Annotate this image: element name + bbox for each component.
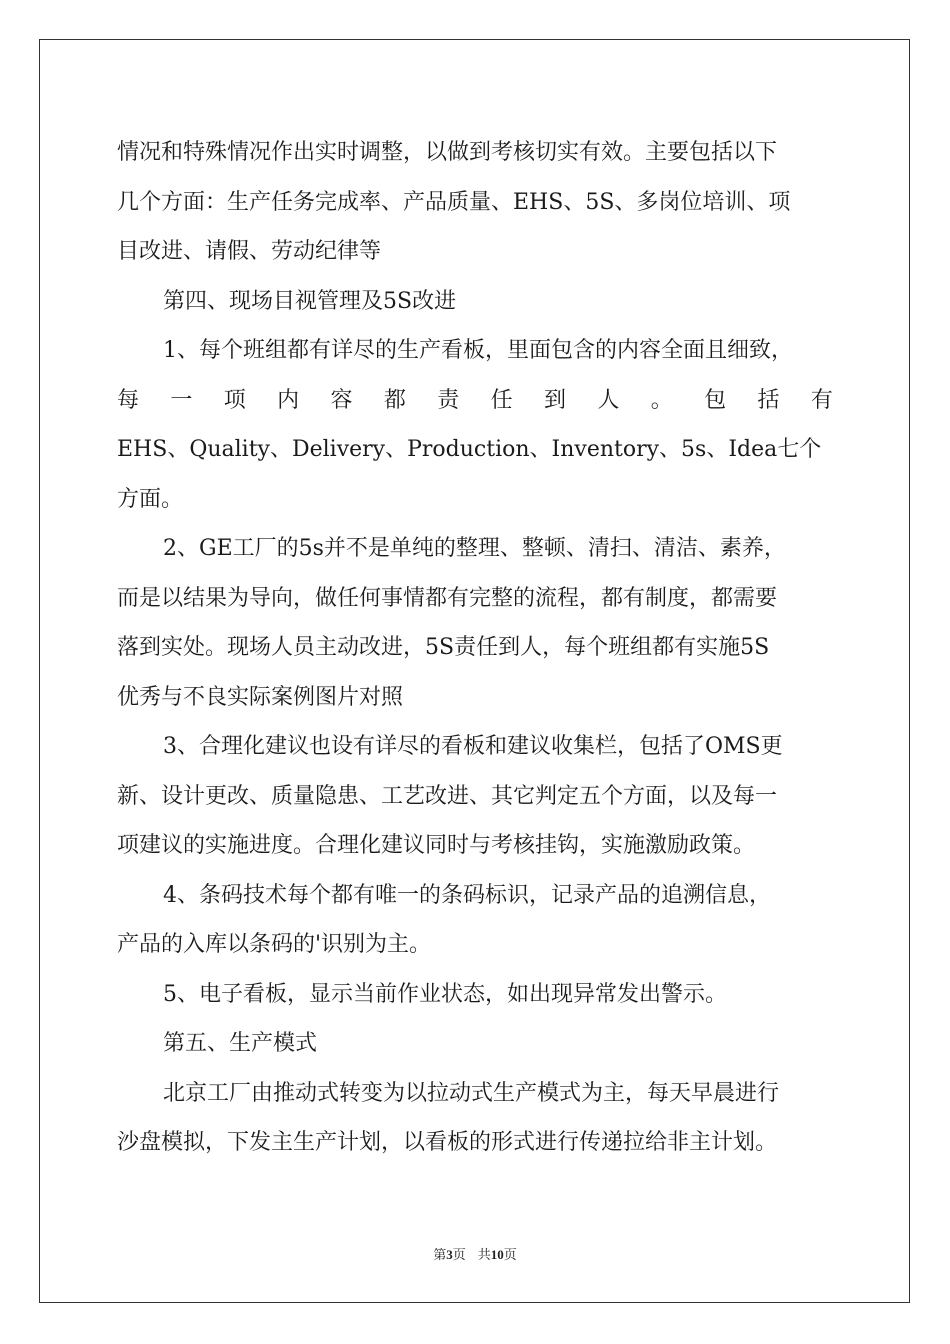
text-line: 新、设计更改、质量隐患、工艺改进、其它判定五个方面，以及每一: [117, 783, 778, 809]
spread-char: 内: [277, 387, 300, 413]
spread-char: 一: [170, 387, 193, 413]
text-line: EHS、Quality、Delivery、Production、Inventory、5s、Idea七个: [117, 437, 822, 462]
text-line: 沙盘模拟，下发主生产计划，以看板的形式进行传递拉给非主计划。: [117, 1130, 778, 1155]
footer-page-prefix: 第: [433, 1247, 447, 1262]
spread-char: 任: [490, 387, 513, 413]
spread-char: 都: [383, 387, 406, 413]
spread-char: 括: [757, 387, 780, 413]
spread-char: 到: [544, 387, 567, 413]
section-heading-4: 第四、现场目视管理及5S改进: [163, 288, 457, 314]
spread-char: 。: [650, 387, 673, 413]
spread-char: 容: [330, 387, 353, 413]
spread-char: 每: [117, 387, 140, 413]
spread-char: 人: [597, 387, 620, 413]
footer-total-prefix: 共: [477, 1247, 491, 1262]
document-body: [117, 128, 833, 1168]
text-line: 5、电子看板，显示当前作业状态，如出现异常发出警示。: [163, 981, 727, 1007]
spread-char: 有: [810, 387, 833, 413]
text-line: 产品的入库以条码的'识别为主。: [117, 932, 432, 957]
text-line: 北京工厂由推动式转变为以拉动式生产模式为主，每天早晨进行: [163, 1080, 780, 1106]
text-line: 4、条码技术每个都有唯一的条码标识，记录产品的追溯信息，: [163, 882, 771, 908]
text-line: 1、每个班组都有详尽的生产看板，里面包含的内容全面且细致，: [163, 338, 793, 363]
text-line: 3、合理化建议也设有详尽的看板和建议收集栏，包括了OMS更: [163, 734, 783, 759]
text-line: 而是以结果为导向，做任何事情都有完整的流程，都有制度，都需要: [117, 585, 778, 611]
text-line: 项建议的实施进度。合理化建议同时与考核挂钩，实施激励政策。: [117, 833, 756, 858]
text-line: 优秀与不良实际案例图片对照: [117, 684, 404, 710]
spread-char: 责: [437, 387, 460, 413]
text-line: 2、GE工厂的5s并不是单纯的整理、整顿、清扫、清洁、素养，: [163, 536, 786, 561]
footer-total-suffix: 页: [503, 1247, 517, 1262]
footer-page-number: 3: [446, 1247, 453, 1262]
footer-total-number: 10: [490, 1247, 504, 1262]
text-line-spread: [117, 376, 833, 426]
spread-char: 项: [223, 387, 246, 413]
text-line: 落到实处。现场人员主动改进，5S责任到人，每个班组都有实施5S: [117, 635, 770, 660]
text-line: 目改进、请假、劳动纪律等: [117, 239, 382, 264]
text-line: 几个方面：生产任务完成率、产品质量、EHS、5S、多岗位培训、项: [117, 189, 791, 215]
section-heading-5: 第五、生产模式: [163, 1031, 318, 1056]
page-footer: [0, 1244, 950, 1263]
spread-char: 包: [704, 387, 727, 413]
text-line: 情况和特殊情况作出实时调整，以做到考核切实有效。主要包括以下: [117, 140, 778, 165]
footer-page-suffix: 页: [452, 1247, 466, 1262]
text-line: 方面。: [117, 486, 184, 512]
